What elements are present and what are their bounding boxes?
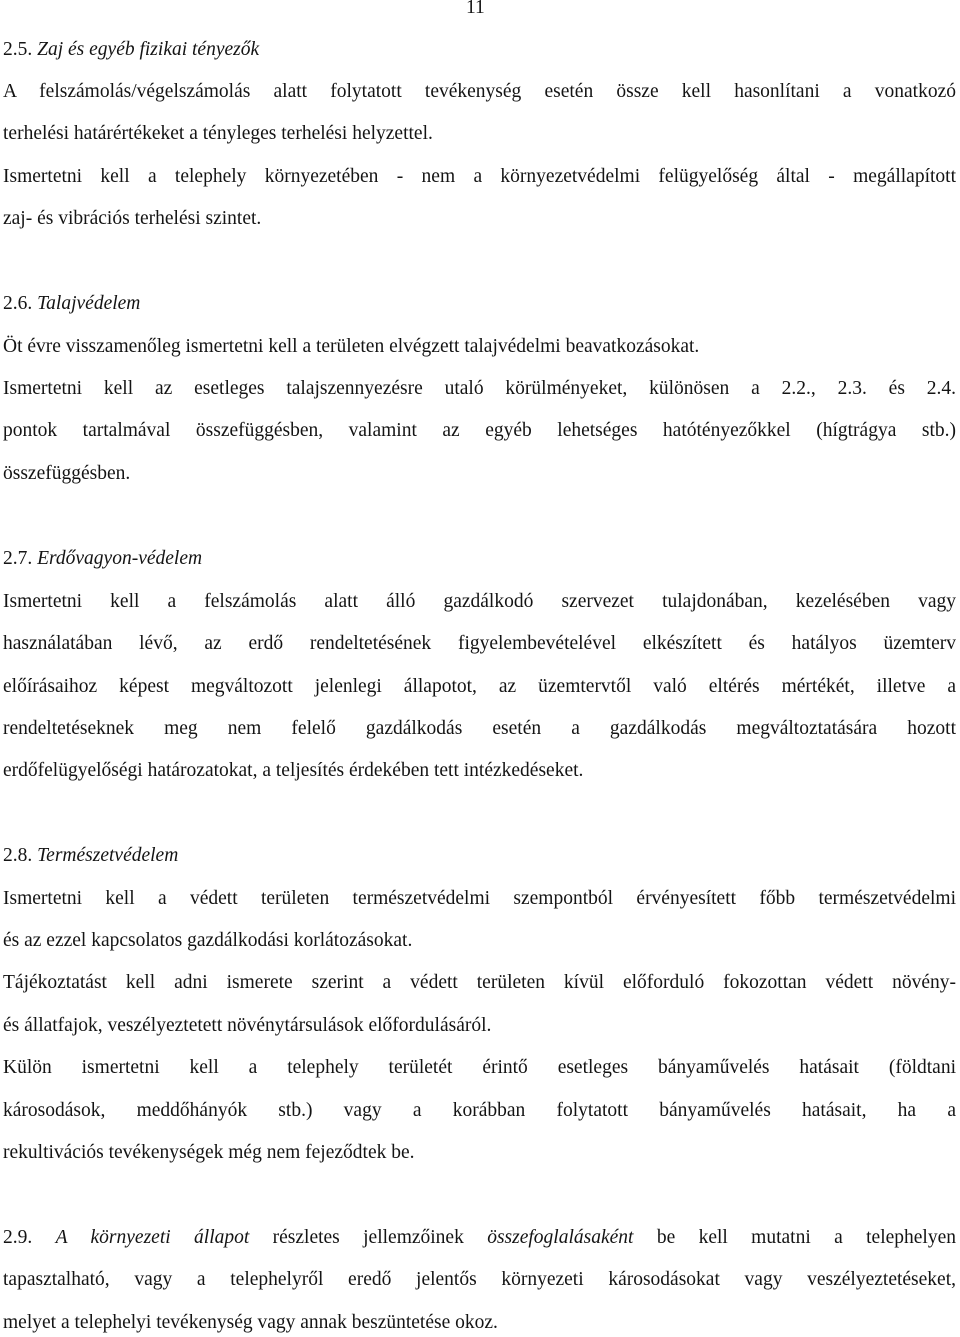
paragraph-text: részletes jellemzőinek [249, 1227, 488, 1248]
paragraph-line: Ismertetni kell a védett területen természetvédelmi szempontból érvényesített főbb természetvédelmi [3, 888, 956, 909]
section-heading-2-7 [3, 547, 202, 571]
paragraph-line: használatában lévő, az erdő rendeltetésének figyelembevételével elkészített és hatályos üzemterv [3, 633, 956, 654]
paragraph-line: és az ezzel kapcsolatos gazdálkodási korlátozásokat. [3, 930, 413, 951]
section-title: Talajvédelem [37, 293, 141, 314]
section-heading-2-6 [3, 292, 140, 316]
paragraph-line: és állatfajok, veszélyeztetett növénytársulások előfordulásáról. [3, 1015, 492, 1036]
paragraph-line: pontok tartalmával összefüggésben, valamint az egyéb lehetséges hatótényezőkkel (hígtrágya stb.) [3, 420, 956, 441]
section-heading-2-5 [3, 38, 259, 62]
paragraph-line: Ismertetni kell az esetleges talajszennyezésre utaló körülményeket, különösen a 2.2., 2.3. és 2.4. [3, 378, 956, 399]
emphasis-text: A környezeti állapot [55, 1227, 250, 1248]
paragraph-line: összefüggésben. [3, 463, 131, 484]
section-heading-2-9 [3, 1226, 956, 1250]
paragraph-line: rekultivációs tevékenységek még nem fejeződtek be. [3, 1142, 415, 1163]
paragraph-line: A felszámolás/végelszámolás alatt folytatott tevékenység esetén össze kell hasonlítani a vonatkozó [3, 81, 956, 102]
section-number: 2.8. [3, 845, 33, 866]
paragraph-line: előírásaihoz képest megváltozott jelenlegi állapotot, az üzemtervtől való eltérés mértékét, illetve a [3, 676, 956, 697]
section-title: Természetvédelem [37, 845, 179, 866]
page-number: 11 [466, 0, 485, 18]
paragraph-line: Ismertetni kell a felszámolás alatt álló gazdálkodó szervezet tulajdonában, kezelésében vagy [3, 591, 956, 612]
emphasis-text: összefoglalásaként [487, 1227, 634, 1248]
paragraph-line: Ismertetni kell a telephely környezetében - nem a környezetvédelmi felügyelőség által - megállapított [3, 166, 956, 187]
section-number: 2.7. [3, 548, 33, 569]
section-number: 2.5. [3, 39, 33, 60]
paragraph-line: melyet a telephelyi tevékenység vagy annak beszüntetése okoz. [3, 1312, 498, 1333]
paragraph-line: Külön ismertetni kell a telephely területét érintő esetleges bányaművelés hatásait (földtani [3, 1057, 956, 1078]
paragraph-line: zaj- és vibrációs terhelési szintet. [3, 208, 262, 229]
section-title: Erdővagyon-védelem [37, 548, 203, 569]
paragraph-line: Öt évre visszamenőleg ismertetni kell a területen elvégzett talajvédelmi beavatkozásokat. [3, 336, 700, 357]
paragraph-line: Tájékoztatást kell adni ismerete szerint a védett területen kívül előforduló fokozottan védett növény- [3, 972, 956, 993]
section-title: Zaj és egyéb fizikai tényezők [37, 39, 260, 60]
paragraph-text: be kell mutatni a telephelyen [633, 1227, 956, 1248]
paragraph-line: károsodások, meddőhányók stb.) vagy a korábban folytatott bányaművelés hatásait, ha a [3, 1100, 956, 1121]
paragraph-line: erdőfelügyelőségi határozatokat, a teljesítés érdekében tett intézkedéseket. [3, 760, 584, 781]
paragraph-line: rendeltetéseknek meg nem felelő gazdálkodás esetén a gazdálkodás megváltoztatására hozott [3, 718, 956, 739]
section-number: 2.6. [3, 293, 33, 314]
section-heading-2-8 [3, 844, 178, 868]
paragraph-line: terhelési határértékeket a tényleges terhelési helyzettel. [3, 123, 433, 144]
paragraph-line: tapasztalható, vagy a telephelyről eredő jelentős környezeti károsodásokat vagy veszélyeztetéseket, [3, 1269, 956, 1290]
section-number: 2.9. [3, 1227, 33, 1248]
